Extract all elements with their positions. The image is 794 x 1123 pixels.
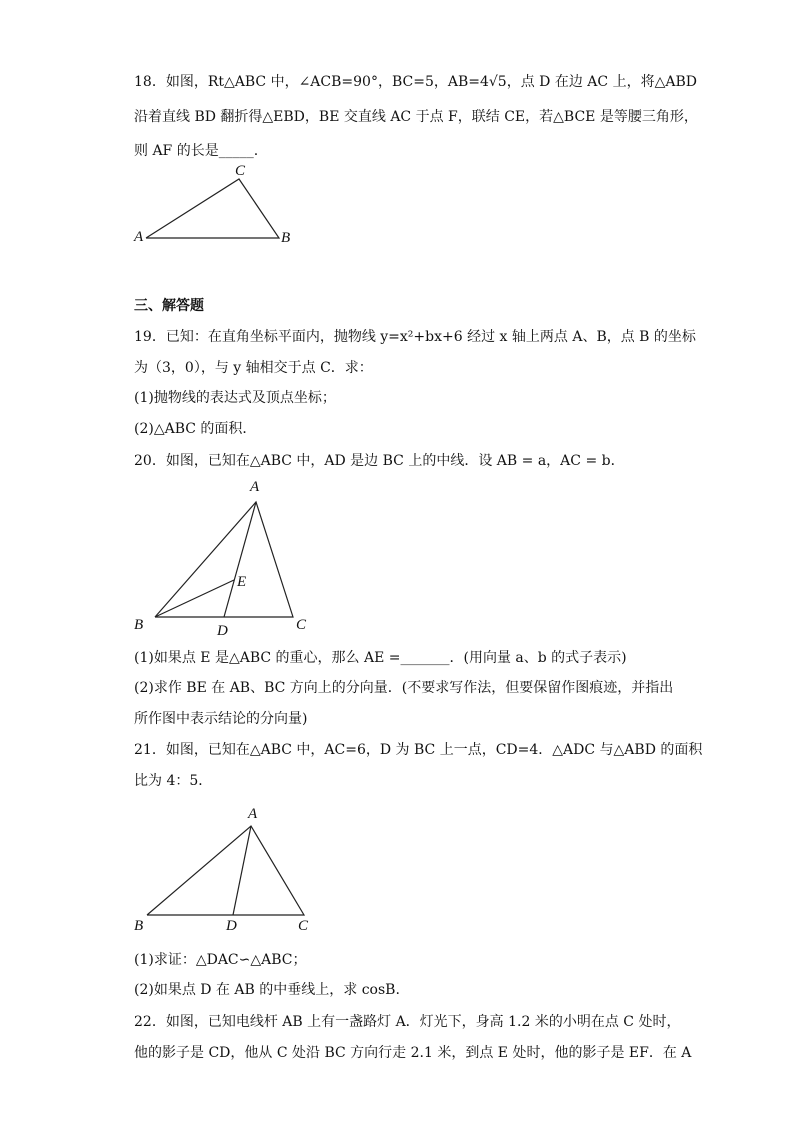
q22-line-1: 22．如图，已知电线杆 AB 上有一盏路灯 A．灯光下，身高 1.2 米的小明在点 C 处时， [134, 1014, 681, 1030]
q18-label-c: C [235, 163, 246, 179]
q20-segment-be [155, 580, 234, 617]
q20-median-ad [224, 502, 256, 617]
q18-label-b: B [281, 230, 291, 246]
q21-label-b: B [134, 918, 144, 934]
q20-label-b: B [134, 617, 144, 633]
q21-line-1: 21．如图，已知在△ABC 中，AC=6，D 为 BC 上一点，CD=4．△ADC 与△ABD 的面积 [134, 742, 703, 758]
q21-line-2: 比为 4：5． [134, 773, 213, 789]
q20-triangle-figure [140, 490, 310, 630]
q21-label-a: A [248, 806, 258, 822]
q20-label-e: E [237, 574, 247, 590]
q20-label-c: C [296, 617, 307, 633]
q18-triangle-figure [130, 160, 300, 250]
q21-triangle [147, 826, 304, 915]
q21-part-2: (2)如果点 D 在 AB 的中垂线上，求 cosB. [134, 982, 400, 998]
q20-line-1: 20．如图，已知在△ABC 中，AD 是边 BC 上的中线．设 AB = a，AC = b． [134, 453, 625, 469]
section-heading: 三、解答题 [134, 298, 204, 314]
q20-triangle [155, 502, 293, 617]
q18-label-a: A [134, 229, 144, 245]
q18-line-1: 18．如图，Rt△ABC 中，∠ACB=90°，BC=5，AB=4√5，点 D 在边 AC 上，将△ABD [134, 74, 697, 90]
q20-part-2-cont: 所作图中表示结论的分向量) [134, 711, 308, 727]
q18-line-2: 沿着直线 BD 翻折得△EBD，BE 交直线 AC 于点 F，联结 CE，若△BCE 是等腰三角形， [134, 109, 698, 125]
q19-line-1: 19．已知：在直角坐标平面内，抛物线 y=x²+bx+6 经过 x 轴上两点 A、B，点 B 的坐标 [134, 329, 696, 345]
q19-line-3: (1)抛物线的表达式及顶点坐标； [134, 390, 336, 406]
q21-label-d: D [226, 918, 237, 934]
q22-line-2: 他的影子是 CD，他从 C 处沿 BC 方向行走 2.1 米，到点 E 处时，他的影子是 EF．在 A [134, 1045, 692, 1061]
q20-label-a: A [250, 479, 260, 495]
q21-part-1: (1)求证：△DAC∽△ABC； [134, 952, 307, 968]
q19-line-2: 为（3，0），与 y 轴相交于点 C．求： [134, 360, 373, 376]
q20-part-1: (1)如果点 E 是△ABC 的重心，那么 AE =_______．(用向量 a、b 的式子表示) [134, 650, 627, 666]
q21-triangle-figure [140, 820, 310, 920]
q18-triangle [146, 179, 279, 238]
q20-part-2: (2)求作 BE 在 AB、BC 方向上的分向量．(不要求写作法，但要保留作图痕迹，并指出 [134, 680, 674, 696]
q20-label-d: D [217, 623, 228, 639]
q21-label-c: C [298, 918, 309, 934]
q19-line-4: (2)△ABC 的面积． [134, 421, 257, 437]
q18-line-3: 则 AF 的长是_____. [134, 143, 259, 159]
